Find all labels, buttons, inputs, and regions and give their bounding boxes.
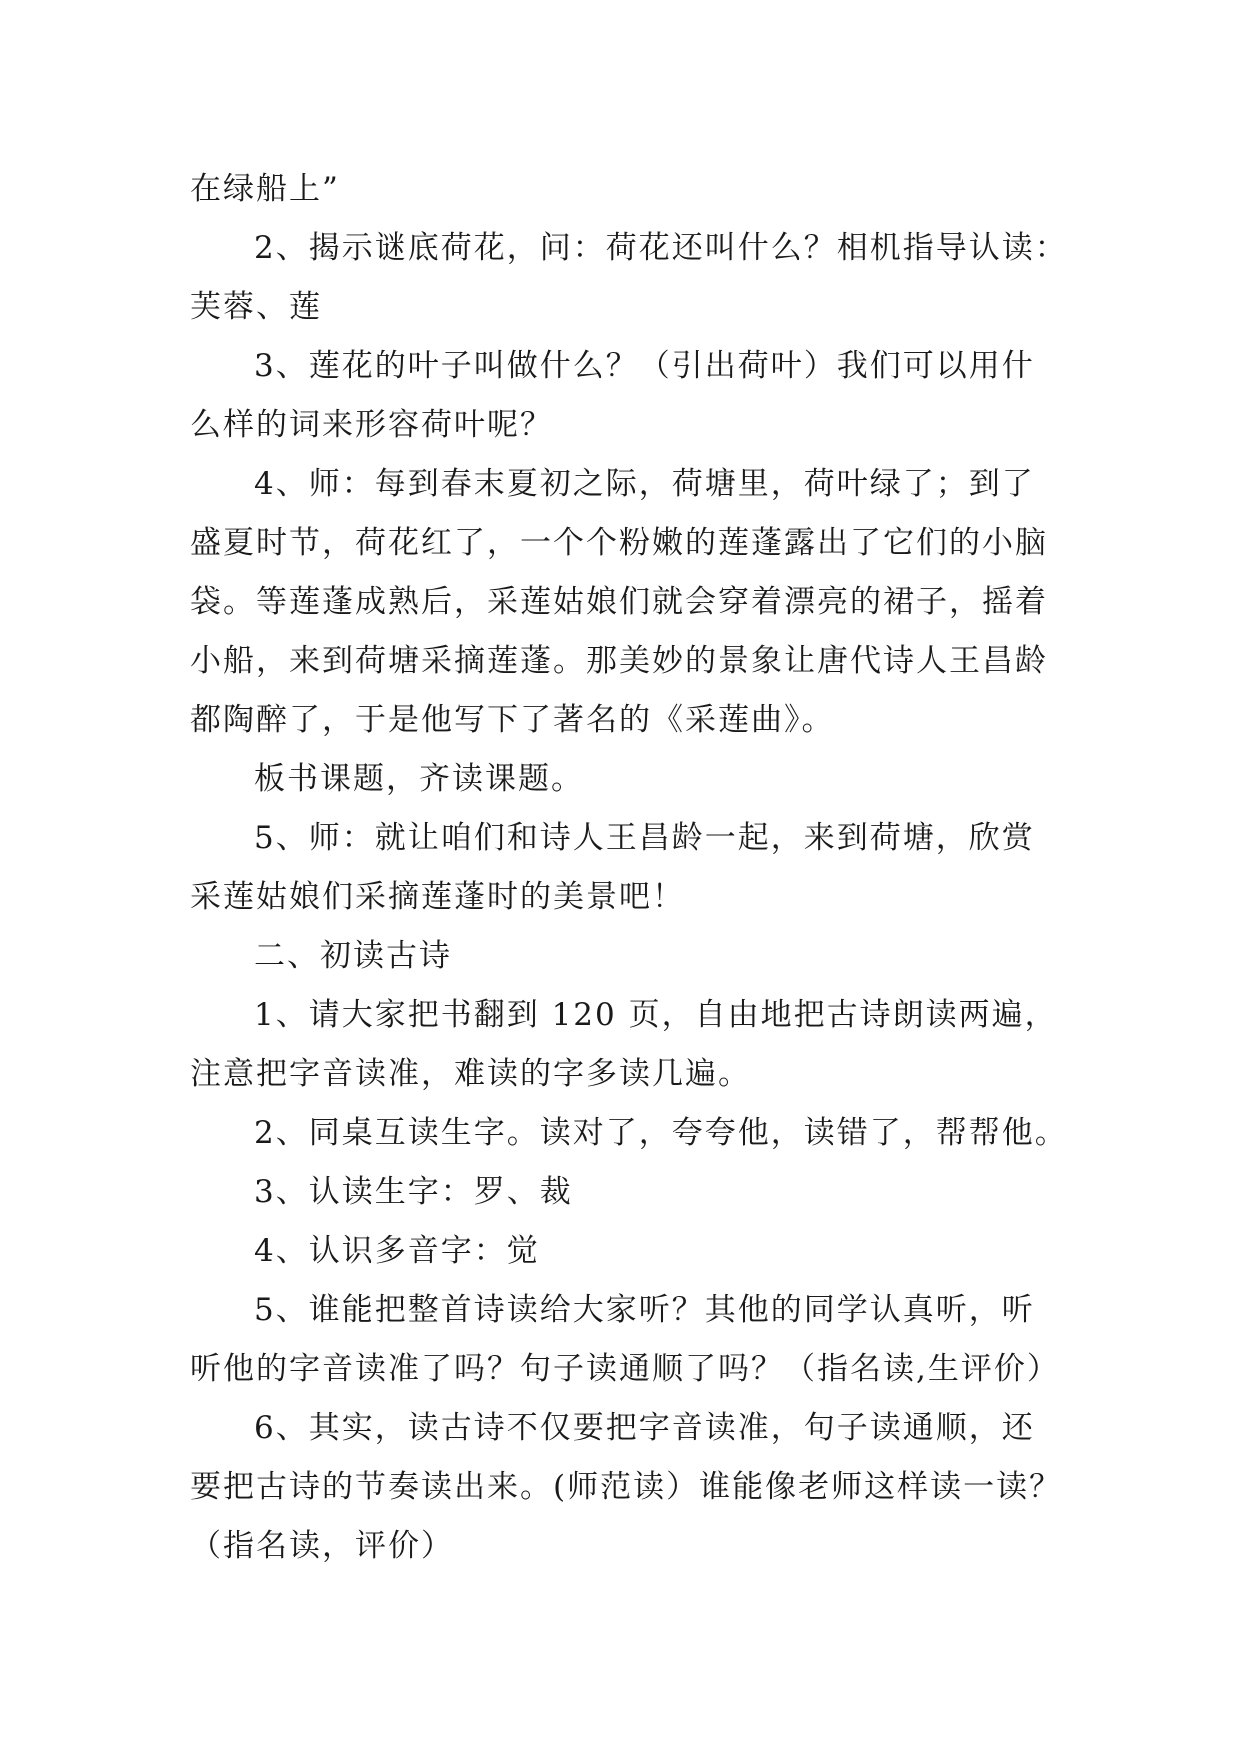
text-line: 芙蓉、莲: [190, 289, 322, 325]
text-line: 在绿船上”: [190, 171, 340, 207]
text-line: （指名读，评价）: [190, 1528, 454, 1564]
text-line: 板书课题，齐读课题。: [254, 761, 584, 797]
text-line: 4、认识多音字：觉: [254, 1233, 540, 1269]
text-line: 4、师：每到春末夏初之际，荷塘里，荷叶绿了；到了: [254, 466, 1035, 502]
document-body: [190, 160, 1070, 1576]
text-line: 6、其实，读古诗不仅要把字音读准，句子读通顺，还: [254, 1410, 1035, 1446]
section-heading: 二、初读古诗: [254, 938, 452, 974]
text-line: 3、认读生字：罗、裁: [254, 1174, 573, 1210]
text-line: 2、同桌互读生字。读对了，夸夸他，读错了，帮帮他。: [254, 1115, 1068, 1151]
text-line: 2、揭示谜底荷花，问：荷花还叫什么？相机指导认读：: [254, 230, 1068, 266]
text-line: 小船，来到荷塘采摘莲蓬。那美妙的景象让唐代诗人王昌龄: [190, 643, 1048, 679]
text-line: 注意把字音读准，难读的字多读几遍。: [190, 1056, 751, 1092]
text-line: 5、谁能把整首诗读给大家听？其他的同学认真听，听: [254, 1292, 1035, 1328]
text-line: 5、师：就让咱们和诗人王昌龄一起，来到荷塘，欣赏: [254, 820, 1035, 856]
text-line: 盛夏时节，荷花红了，一个个粉嫩的莲蓬露出了它们的小脑: [190, 525, 1048, 561]
text-line: 3、莲花的叶子叫做什么？（引出荷叶）我们可以用什: [254, 348, 1035, 384]
text-line: 都陶醉了，于是他写下了著名的《采莲曲》。: [190, 702, 835, 738]
text-line: 要把古诗的节奏读出来。(师范读）谁能像老师这样读一读？: [190, 1469, 1063, 1505]
text-line: 采莲姑娘们采摘莲蓬时的美景吧！: [190, 879, 685, 915]
text-line: 么样的词来形容荷叶呢？: [190, 407, 553, 443]
text-line: 袋。等莲蓬成熟后，采莲姑娘们就会穿着漂亮的裙子，摇着: [190, 584, 1048, 620]
text-line: 听他的字音读准了吗？句子读通顺了吗？（指名读,生评价）: [190, 1351, 1060, 1387]
text-line: 1、请大家把书翻到 120 页，自由地把古诗朗读两遍，: [254, 997, 1058, 1033]
